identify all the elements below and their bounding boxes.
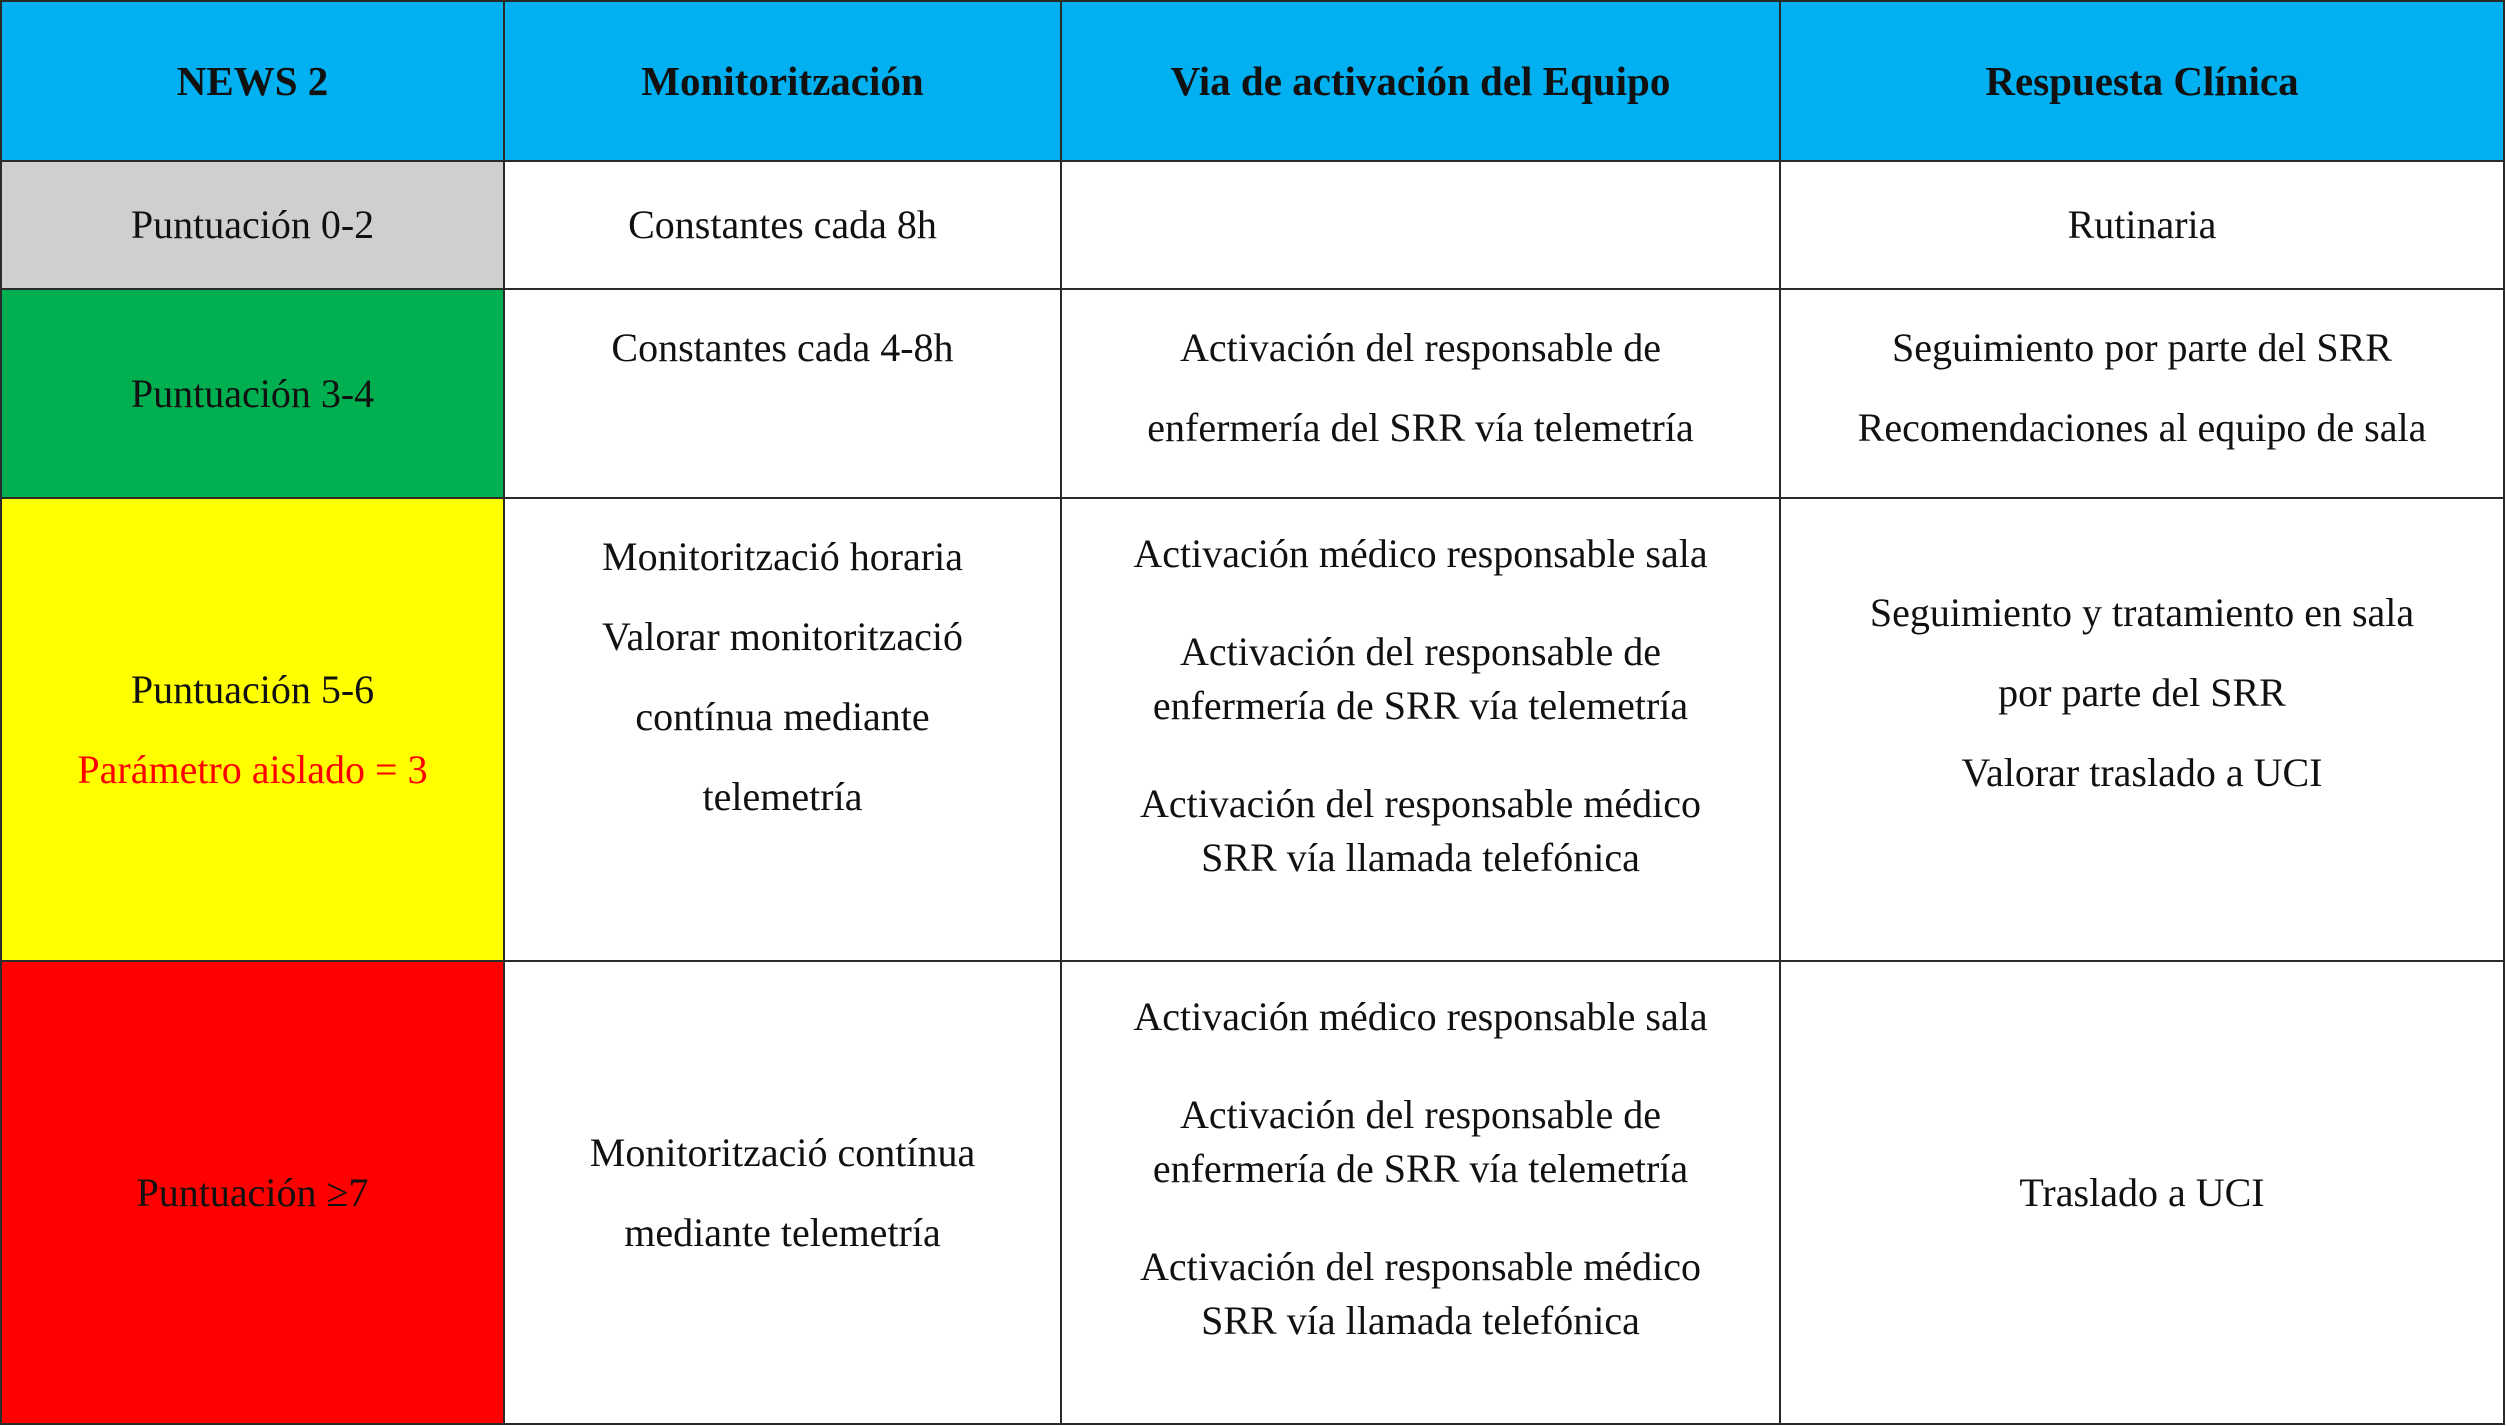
- monitoring-text: telemetría: [702, 774, 863, 819]
- monitoring-cell-5-6: [504, 498, 1061, 961]
- score-cell-5-6: [1, 498, 504, 961]
- monitoring-cell-3-4: [504, 289, 1061, 498]
- score-label: Puntuación 5-6: [130, 666, 375, 712]
- activation-text: enfermería de SRR vía telemetría: [1152, 1146, 1689, 1191]
- response-cell-5-6: [1780, 498, 2504, 961]
- row-score-3-4: [1, 289, 2504, 498]
- response-text: Rutinaria: [2067, 202, 2217, 247]
- header-clinical-response: Respuesta Clínica: [1780, 1, 2504, 161]
- monitoring-text: Valorar monitorització: [602, 614, 963, 659]
- activation-cell-3-4: [1061, 289, 1780, 498]
- monitoring-text: contínua mediante: [635, 694, 930, 739]
- monitoring-text: mediante telemetría: [624, 1209, 941, 1255]
- activation-text: enfermería del SRR vía telemetría: [1147, 405, 1694, 450]
- score-label: Puntuación 0-2: [130, 202, 375, 247]
- monitoring-text: Monitorització contínua: [589, 1129, 976, 1175]
- activation-cell-5-6: [1061, 498, 1780, 961]
- score-cell-3-4: [1, 289, 504, 498]
- response-text: Traslado a UCI: [2019, 1169, 2265, 1215]
- header-row: [1, 1, 2504, 161]
- monitoring-text: Monitorització horaria: [602, 534, 963, 579]
- activation-text: Activación médico responsable sala: [1133, 531, 1708, 576]
- score-cell-7-plus: [1, 961, 504, 1424]
- activation-text: Activación del responsable médico: [1140, 1244, 1701, 1289]
- activation-text: SRR vía llamada telefónica: [1201, 1298, 1640, 1343]
- response-cell-7-plus: [1780, 961, 2504, 1424]
- row-score-0-2: [1, 161, 2504, 289]
- activation-text: Activación del responsable de: [1180, 325, 1661, 370]
- header-news2: NEWS 2: [1, 1, 504, 161]
- score-label: Puntuación ≥7: [136, 1169, 369, 1215]
- response-cell-3-4: [1780, 289, 2504, 498]
- activation-cell-0-2: [1061, 161, 1780, 289]
- activation-cell-7-plus: [1061, 961, 1780, 1424]
- activation-text: Activación médico responsable sala: [1133, 994, 1708, 1039]
- response-cell-0-2: [1780, 161, 2504, 289]
- monitoring-text: Constantes cada 8h: [628, 202, 937, 247]
- activation-text: SRR vía llamada telefónica: [1201, 835, 1640, 880]
- row-score-5-6: [1, 498, 2504, 961]
- response-text: Valorar traslado a UCI: [1961, 750, 2323, 795]
- header-monitoring: Monitoritzación: [504, 1, 1061, 161]
- row-score-7-plus: [1, 961, 2504, 1424]
- activation-text: Activación del responsable de: [1180, 629, 1661, 674]
- isolated-parameter-warning: Parámetro aislado = 3: [77, 746, 428, 792]
- score-cell-0-2: [1, 161, 504, 289]
- response-text: Seguimiento por parte del SRR: [1892, 325, 2392, 370]
- score-label: Puntuación 3-4: [130, 370, 375, 416]
- header-activation: Via de activación del Equipo: [1061, 1, 1780, 161]
- activation-text: Activación del responsable de: [1180, 1092, 1661, 1137]
- monitoring-cell-7-plus: [504, 961, 1061, 1424]
- activation-text: enfermería de SRR vía telemetría: [1152, 683, 1689, 728]
- response-text: Recomendaciones al equipo de sala: [1857, 405, 2427, 450]
- response-text: por parte del SRR: [1998, 670, 2286, 715]
- activation-text: Activación del responsable médico: [1140, 781, 1701, 826]
- response-text: Seguimiento y tratamiento en sala: [1869, 590, 2415, 635]
- monitoring-text: Constantes cada 4-8h: [611, 325, 954, 370]
- monitoring-cell-0-2: [504, 161, 1061, 289]
